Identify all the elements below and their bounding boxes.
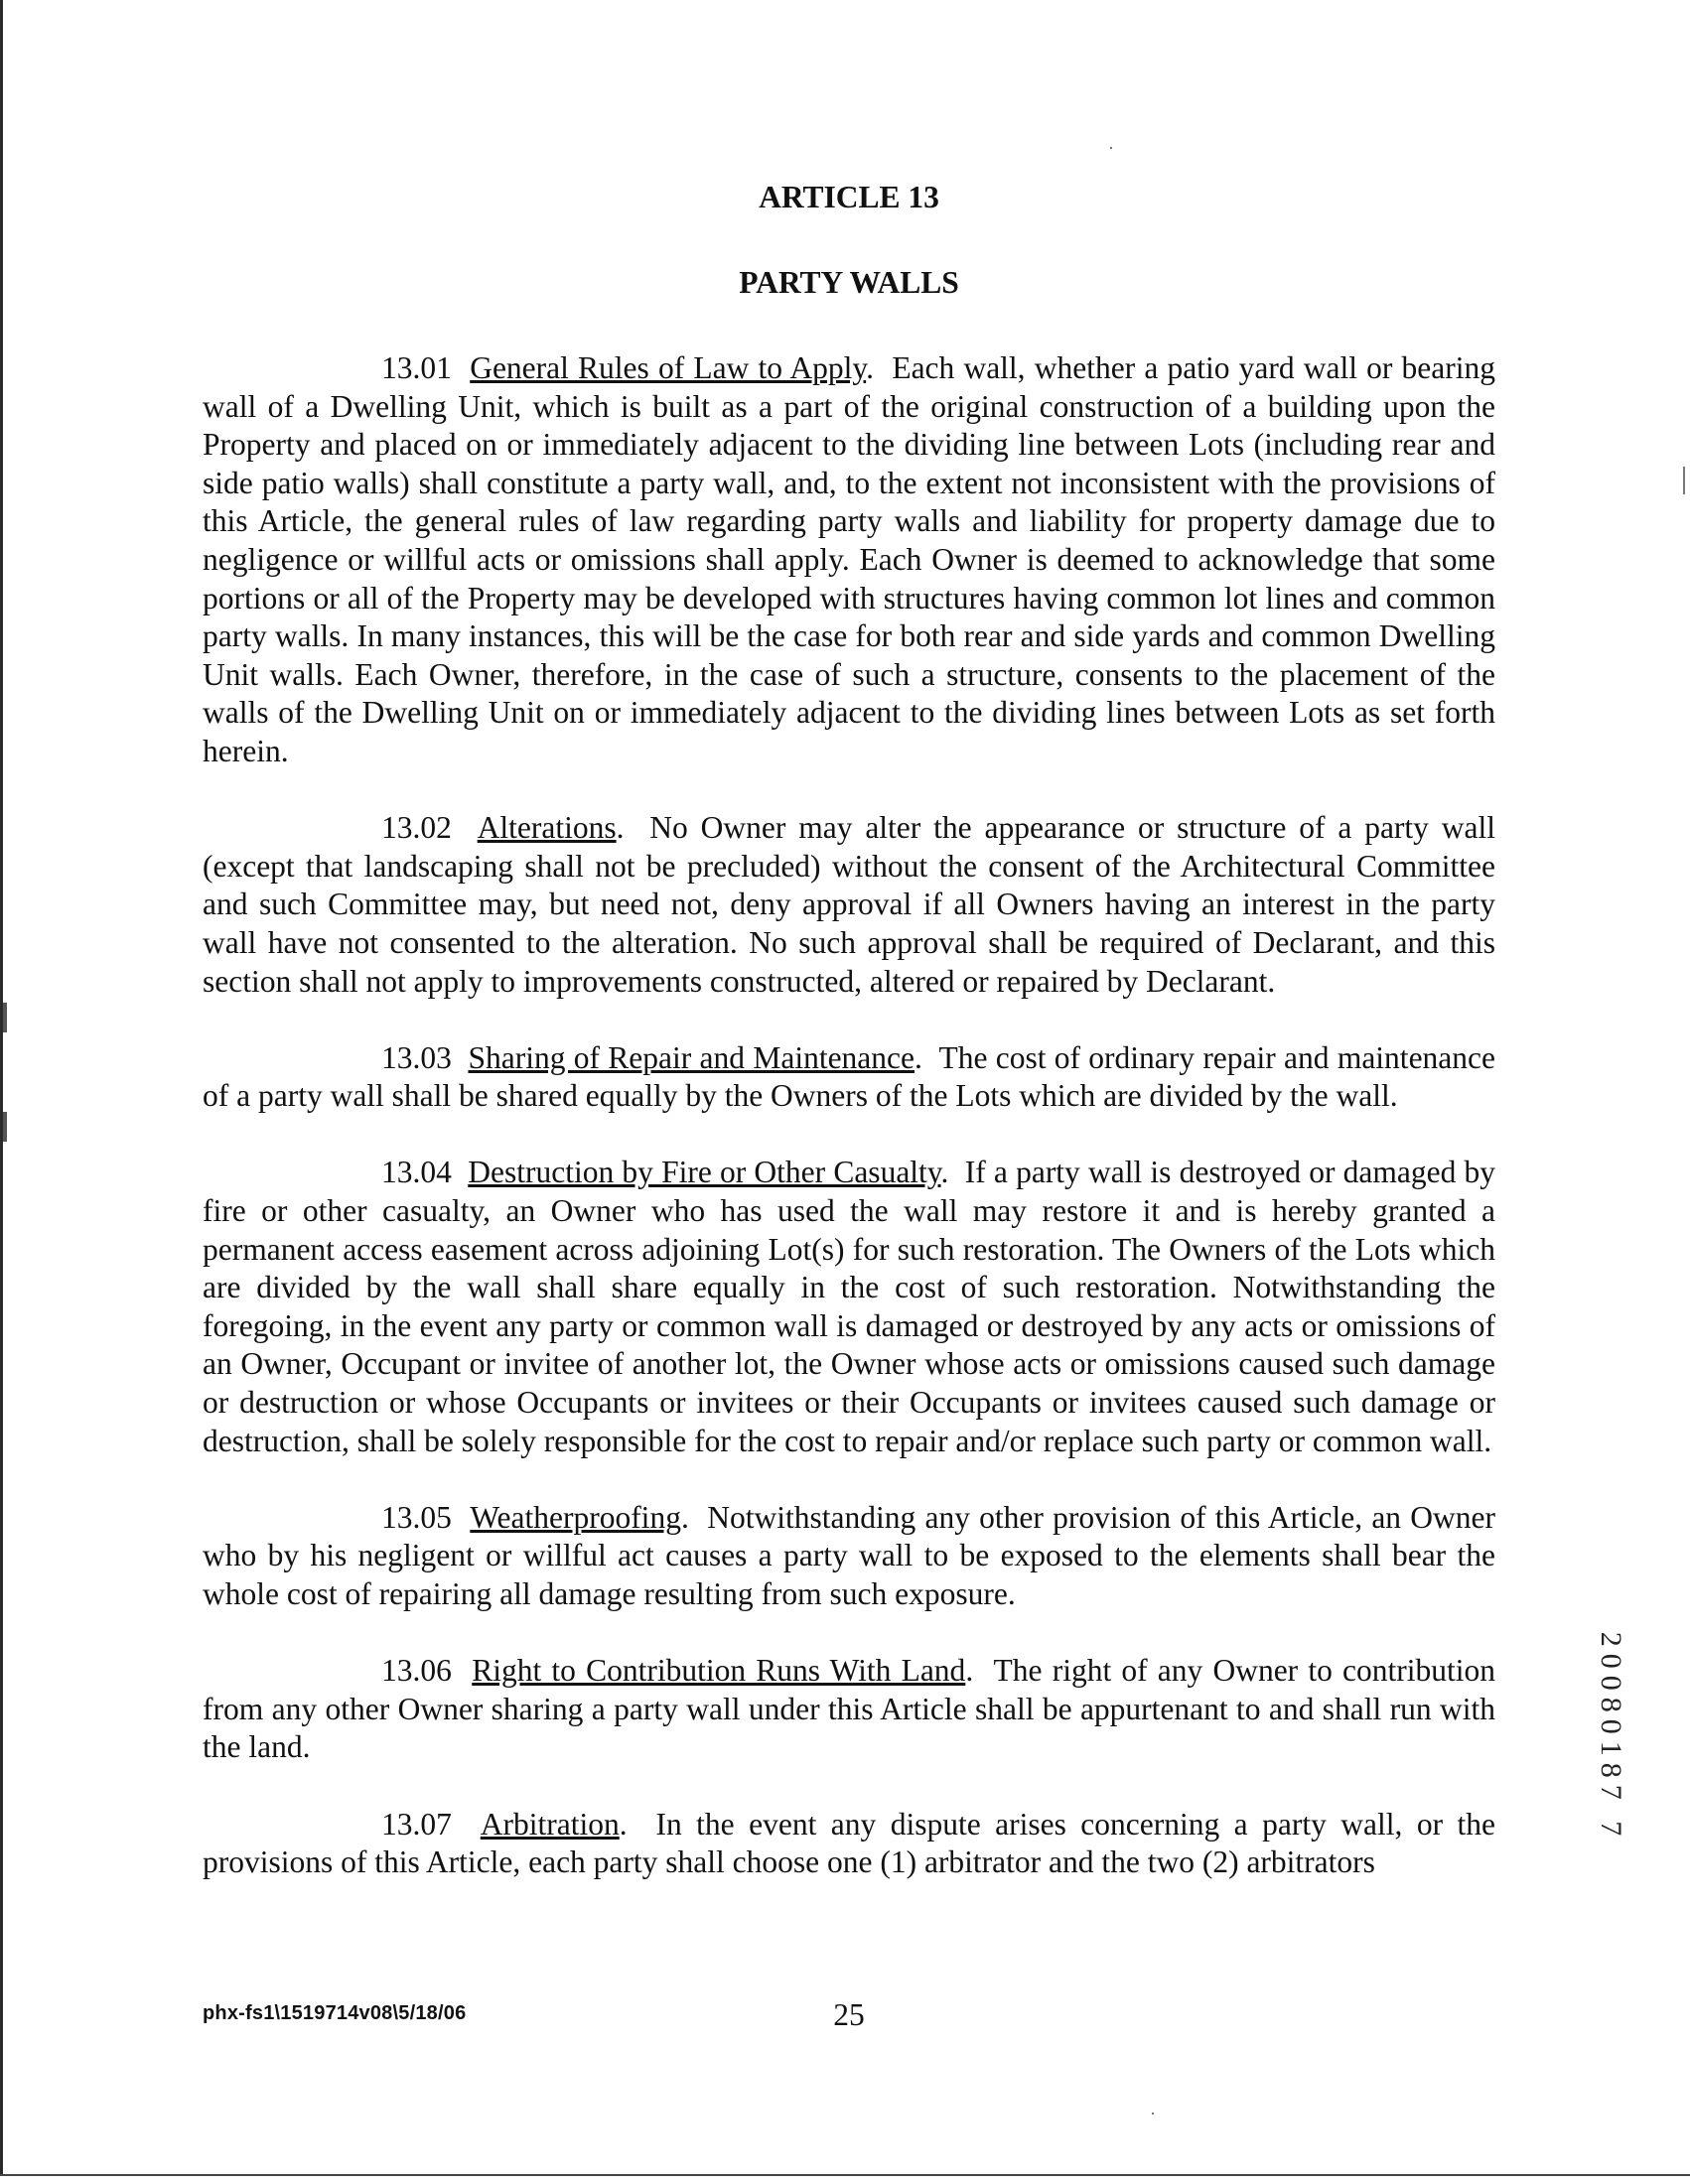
section-number: 13.03 [381,1039,452,1075]
section-text: The right of any Owner to contribution from any other Owner sharing a party wall under this Article shall be appurtenant to and shall run with the land. [203,1653,1496,1765]
section-text: If a party wall is destroyed or damaged by fire or other casualty, an Owner who has used the wall may restore it and is hereby granted a permanent access easement across adjoining Lot(s) for such restoration. The Owners of the Lots which are divided by the wall shall share equally in the cost of such restoration. Notwithstanding the foregoing, in the event any party or common wall is damaged or destroyed by any acts or omissions of an Owner, Occupant or invitee of another lot, the Owner whose acts or omissions caused such damage or destruction or whose Occupants or invitees or their Occupants or invitees caused such damage or destruction, shall be solely responsible for the cost to repair and/or replace such party or common wall. [203,1155,1496,1458]
section-text: Notwithstanding any other provision of this Article, an Owner who by his negligent or willful act causes a party wall to be exposed to the elements shall bear the whole cost of repairing all damage resulting from such exposure. [203,1499,1495,1611]
section-text: Each wall, whether a patio yard wall or bearing wall of a Dwelling Unit, which is built as a part of the original construction of a building upon the Property and placed on or immediately adjacent to the dividing line between Lots (including rear and side patio walls) shall constitute a party wall, and, to the extent not inconsistent with the provisions of this Article, the general rules of law regarding party walls and liability for property damage due to negligence or willful acts or omissions shall apply. Each Owner is deemed to acknowledge that some portions or all of the Property may be developed with structures having common lot lines and common party walls. In many instances, this will be the case for both rear and side yards and common Dwelling Unit walls. Each Owner, therefore, in the case of such a structure, consents to the placement of the walls of the Dwelling Unit on or immediately adjacent to the dividing lines between Lots as set forth herein. [203,350,1495,768]
section-13-02: 13.02 Alterations. No Owner may alter the appearance or structure of a party wall (except that landscaping shall not be precluded) without the consent of the Architectural Committee and such Committee may, but need not, deny approval if all Owners having an interest in the party wall have not consented to the alteration. No such approval shall be required of Declarant, and this section shall not apply to improvements constructed, altered or repaired by Declarant. [203,810,1496,999]
section-text: In the event any dispute arises concerning a party wall, or the provisions of this Article, each party shall choose one (1) arbitrator and the two (2) arbitrators [203,1806,1495,1880]
section-title: Arbitration [480,1806,620,1842]
section-13-05: 13.05 Weatherproofing. Notwithstanding any other provision of this Article, an Owner who by his negligent or willful act causes a party wall to be exposed to the elements shall bear the whole cost of repairing all damage resulting from such exposure. [203,1499,1495,1611]
section-13-04: 13.04 Destruction by Fire or Other Casualty. If a party wall is destroyed or damaged by fire or other casualty, an Owner who has used the wall may restore it and is hereby granted a permanent access easement across adjoining Lot(s) for such restoration. The Owners of the Lots which are divided by the wall shall share equally in the cost of such restoration. Notwithstanding the foregoing, in the event any party or common wall is damaged or destroyed by any acts or omissions of an Owner, Occupant or invitee of another lot, the Owner whose acts or omissions caused such damage or destruction or whose Occupants or invitees or their Occupants or invitees caused such damage or destruction, shall be solely responsible for the cost to repair and/or replace such party or common wall. [203,1155,1496,1458]
section-title: Sharing of Repair and Maintenance [468,1039,915,1075]
section-13-01: 13.01 General Rules of Law to Apply. Each wall, whether a patio yard wall or bearing wall of a Dwelling Unit, which is built as a part of the original construction of a building upon the Property and placed on or immediately adjacent to the dividing line between Lots (including rear and side patio walls) shall constitute a party wall, and, to the extent not inconsistent with the provisions of this Article, the general rules of law regarding party walls and liability for property damage due to negligence or willful acts or omissions shall apply. Each Owner is deemed to acknowledge that some portions or all of the Property may be developed with structures having common lot lines and common party walls. In many instances, this will be the case for both rear and side yards and common Dwelling Unit walls. Each Owner, therefore, in the case of such a structure, consents to the placement of the walls of the Dwelling Unit on or immediately adjacent to the dividing lines between Lots as set forth herein. [203,350,1495,768]
section-title: Alterations [477,810,617,846]
page-number: 25 [833,1997,865,2032]
scan-edge-mark [3,1003,7,1032]
scan-speck [1110,147,1112,149]
section-13-03: 13.03 Sharing of Repair and Maintenance. The cost of ordinary repair and maintenance of a party wall shall be shared equally by the Owners of the Lots which are divided by the wall. [203,1039,1495,1114]
scan-speck [1683,467,1685,494]
recording-stamp-text: 20080187 7 [1595,1631,1627,1843]
document-id: phx-fs1\1519714v08\5/18/06 [203,2002,467,2024]
scan-left-edge [0,0,3,2174]
section-number: 13.07 [381,1806,452,1842]
scan-edge-mark [3,1112,7,1142]
section-number: 13.02 [381,810,452,846]
scan-bottom-edge [0,2174,1690,2176]
section-number: 13.06 [381,1653,452,1689]
document-body [203,179,1495,1920]
section-number: 13.04 [381,1155,452,1190]
section-title: Weatherproofing [470,1499,681,1535]
section-13-07: 13.07 Arbitration. In the event any dispute arises concerning a party wall, or the provisions of this Article, each party shall choose one (1) arbitrator and the two (2) arbitrators [203,1806,1495,1880]
scan-speck [1152,2113,1154,2115]
section-number: 13.01 [381,350,452,385]
section-title: Destruction by Fire or Other Casualty [468,1155,941,1190]
article-number: ARTICLE 13 [759,180,939,214]
section-number: 13.05 [381,1499,452,1535]
article-title: PARTY WALLS [739,265,959,300]
recording-stamp [1596,1603,1625,1871]
section-title: Right to Contribution Runs With Land [472,1653,966,1689]
section-text: No Owner may alter the appearance or structure of a party wall (except that landscaping shall not be precluded) without the consent of the Architectural Committee and such Committee may, but need not, deny approval if all Owners having an interest in the party wall have not consented to the alteration. No such approval shall be required of Declarant, and this section shall not apply to improvements constructed, altered or repaired by Declarant. [203,810,1496,999]
section-text: The cost of ordinary repair and maintenance of a party wall shall be shared equally by the Owners of the Lots which are divided by the wall. [203,1039,1495,1114]
section-title: General Rules of Law to Apply [470,350,867,385]
section-13-06: 13.06 Right to Contribution Runs With Land. The right of any Owner to contribution from any other Owner sharing a party wall under this Article shall be appurtenant to and shall run with the land. [203,1653,1496,1765]
